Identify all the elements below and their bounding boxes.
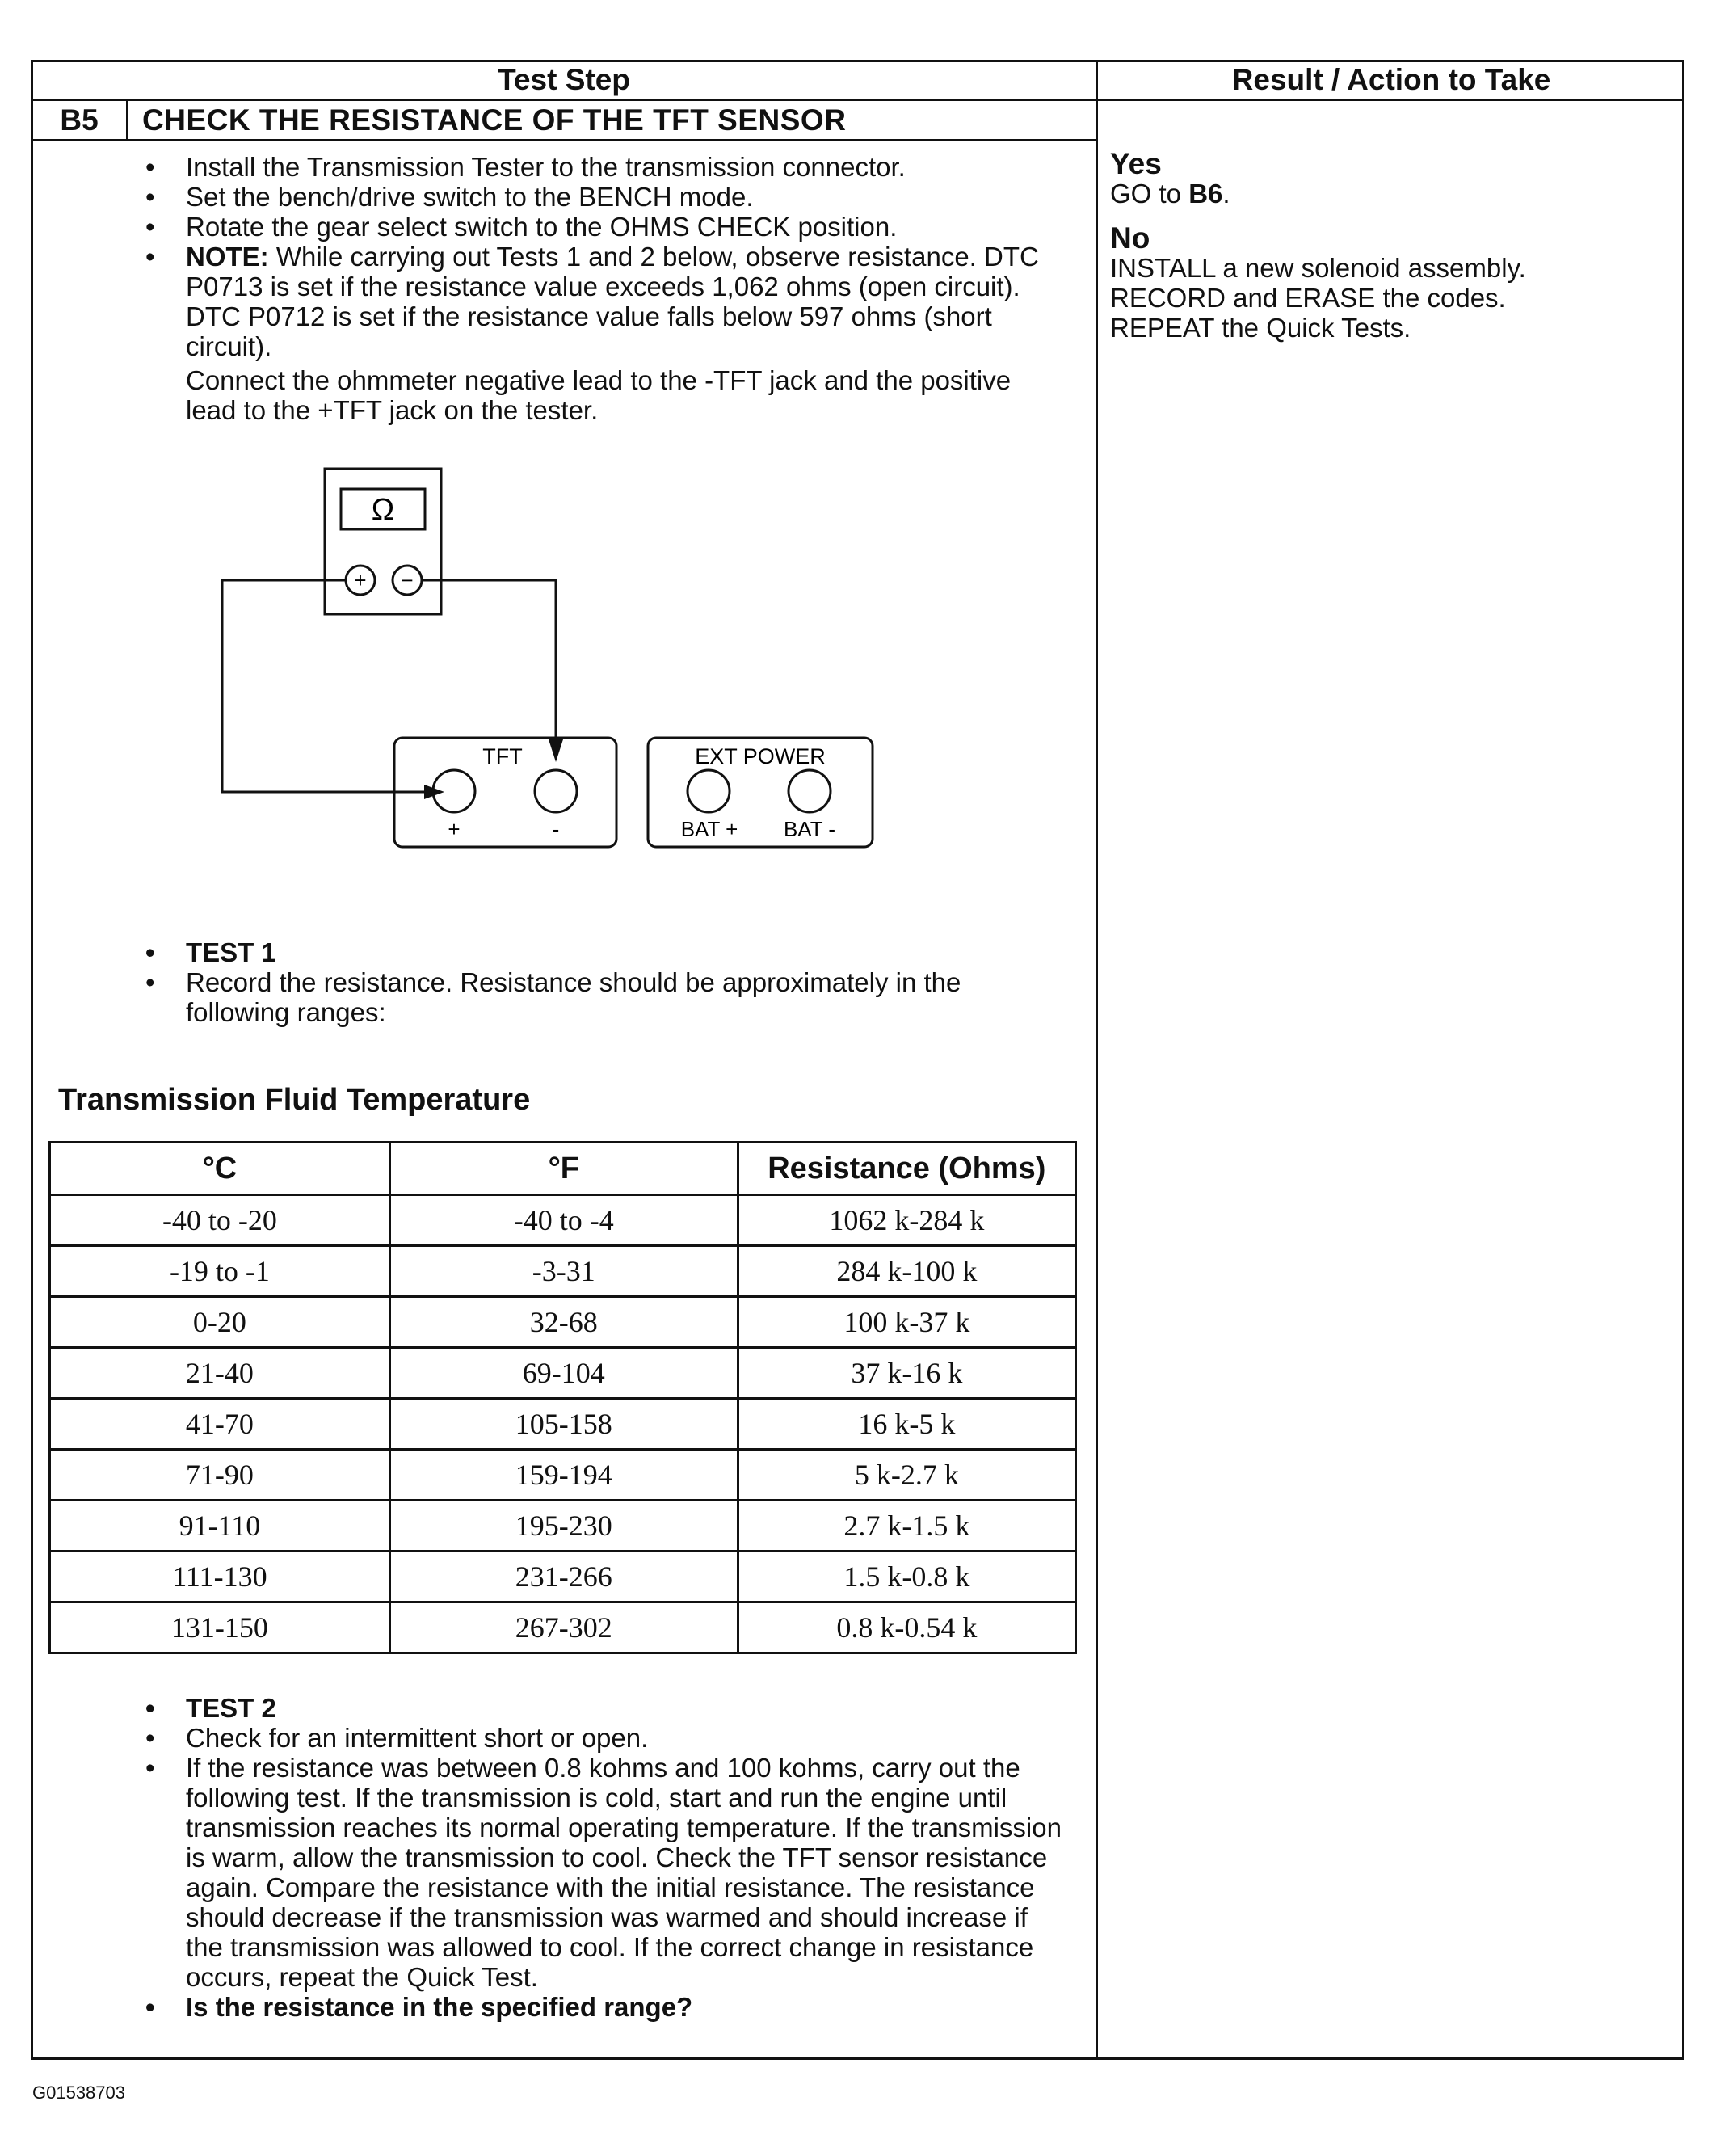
- celsius-cell: -19 to -1: [50, 1246, 390, 1297]
- fahrenheit-cell: -3-31: [389, 1246, 738, 1297]
- note-text: While carrying out Tests 1 and 2 below, observe resistance. DTC P0713 is set if the resistance value exceeds 1,062 ohms (open circuit). DTC P0712 is set if the resistance value falls below 597 ohms (short circuit).: [186, 242, 1039, 361]
- table-row: [50, 1246, 1076, 1297]
- table-title: Transmission Fluid Temperature: [58, 1083, 531, 1117]
- negative-lead-arrow: [549, 739, 563, 762]
- celsius-cell: 131-150: [50, 1602, 390, 1653]
- result-no: [1110, 223, 1526, 343]
- resistance-cell: 16 k-5 k: [738, 1399, 1075, 1450]
- instruction-item: • Rotate the gear select switch to the OHMS CHECK position.: [137, 212, 1075, 242]
- meter-negative-symbol: −: [401, 568, 414, 592]
- test2-item: • If the resistance was between 0.8 kohms and 100 kohms, carry out the following test. If the transmission is cold, start and run the engine until transmission reaches its normal operating temperature. If the transmission is warm, allow the transmission to cool. Check the TFT sensor resistance again. Compare the resistance with the initial resistance. The resistance should decrease if the transmission was warmed and should increase if the transmission was allowed to cool. If the correct change in resistance occurs, repeat the Quick Test.: [137, 1753, 1066, 1992]
- resistance-cell: 2.7 k-1.5 k: [738, 1501, 1075, 1552]
- ext-power-label: EXT POWER: [695, 744, 826, 768]
- fahrenheit-cell: 267-302: [389, 1602, 738, 1653]
- celsius-cell: 111-130: [50, 1552, 390, 1602]
- instruction-list: [137, 152, 1075, 361]
- fahrenheit-cell: -40 to -4: [389, 1195, 738, 1246]
- note-label: NOTE:: [186, 242, 269, 272]
- resistance-header: Resistance (Ohms): [738, 1143, 1075, 1195]
- bat-negative-jack: [789, 770, 831, 812]
- column-divider: [1096, 60, 1098, 2060]
- ohmmeter-wiring-diagram: [202, 465, 889, 869]
- result-action-header: Result / Action to Take: [1231, 63, 1551, 96]
- no-label: No: [1110, 221, 1150, 255]
- test1-list: [137, 937, 1058, 1027]
- celsius-header: °C: [50, 1143, 390, 1195]
- fahrenheit-cell: 32-68: [389, 1297, 738, 1348]
- celsius-cell: -40 to -20: [50, 1195, 390, 1246]
- table-row: [50, 1297, 1076, 1348]
- fahrenheit-cell: 105-158: [389, 1399, 738, 1450]
- test1-text: • Record the resistance. Resistance should be approximately in the following ranges:: [137, 967, 1058, 1027]
- figure-code: G01538703: [32, 2082, 125, 2103]
- connect-instruction: Connect the ohmmeter negative lead to the -TFT jack and the positive lead to the +TFT jack on the tester.: [186, 365, 1012, 425]
- step-code-divider: [126, 99, 128, 141]
- resistance-cell: 1.5 k-0.8 k: [738, 1552, 1075, 1602]
- test1-title: • TEST 1: [137, 937, 1058, 967]
- test2-question: • Is the resistance in the specified range?: [137, 1992, 1066, 2022]
- resistance-cell: 5 k-2.7 k: [738, 1450, 1075, 1501]
- tft-resistance-table: [48, 1141, 1077, 1654]
- fahrenheit-cell: 195-230: [389, 1501, 738, 1552]
- table-header-row: [50, 1143, 1076, 1195]
- test2-title: • TEST 2: [137, 1693, 1066, 1723]
- resistance-cell: 284 k-100 k: [738, 1246, 1075, 1297]
- no-action-line: RECORD and ERASE the codes.: [1110, 283, 1506, 313]
- resistance-cell: 1062 k-284 k: [738, 1195, 1075, 1246]
- yes-prefix: GO to: [1110, 179, 1189, 208]
- celsius-cell: 21-40: [50, 1348, 390, 1399]
- instruction-item: • Install the Transmission Tester to the transmission connector.: [137, 152, 1075, 182]
- table-row: [50, 1501, 1076, 1552]
- ohm-symbol: Ω: [371, 493, 395, 527]
- yes-suffix: .: [1222, 179, 1230, 208]
- yes-target-step: B6: [1188, 179, 1223, 208]
- table-row: [50, 1399, 1076, 1450]
- fahrenheit-cell: 69-104: [389, 1348, 738, 1399]
- bat-positive-jack: [688, 770, 730, 812]
- yes-label: Yes: [1110, 147, 1162, 180]
- meter-positive-symbol: +: [354, 568, 367, 592]
- resistance-cell: 37 k-16 k: [738, 1348, 1075, 1399]
- no-action-line: REPEAT the Quick Tests.: [1110, 313, 1411, 343]
- test2-item: • Check for an intermittent short or open.: [137, 1723, 1066, 1753]
- bat-positive-label: BAT +: [680, 817, 738, 841]
- bat-negative-label: BAT -: [783, 817, 836, 841]
- resistance-cell: 0.8 k-0.54 k: [738, 1602, 1075, 1653]
- step-title: CHECK THE RESISTANCE OF THE TFT SENSOR: [142, 103, 847, 137]
- fahrenheit-cell: 231-266: [389, 1552, 738, 1602]
- fahrenheit-cell: 159-194: [389, 1450, 738, 1501]
- ohmmeter-body: [325, 469, 441, 614]
- tft-positive-label: +: [448, 817, 461, 841]
- tft-negative-jack: [535, 770, 577, 812]
- result-yes: [1110, 149, 1230, 208]
- celsius-cell: 0-20: [50, 1297, 390, 1348]
- fahrenheit-header: °F: [389, 1143, 738, 1195]
- celsius-cell: 41-70: [50, 1399, 390, 1450]
- tft-label: TFT: [482, 744, 523, 768]
- table-row: [50, 1602, 1076, 1653]
- instruction-item: • Set the bench/drive switch to the BENCH mode.: [137, 182, 1075, 212]
- tft-negative-label: -: [552, 817, 560, 841]
- test2-list: [137, 1693, 1066, 2022]
- table-row: [50, 1552, 1076, 1602]
- table-row: [50, 1195, 1076, 1246]
- table-row: [50, 1348, 1076, 1399]
- celsius-cell: 91-110: [50, 1501, 390, 1552]
- test-step-header: Test Step: [498, 63, 630, 96]
- step-code: B5: [60, 103, 99, 137]
- table-row: [50, 1450, 1076, 1501]
- celsius-cell: 71-90: [50, 1450, 390, 1501]
- note-item: [137, 242, 1075, 361]
- no-action-line: INSTALL a new solenoid assembly.: [1110, 253, 1526, 283]
- yes-action: [1110, 179, 1230, 208]
- resistance-cell: 100 k-37 k: [738, 1297, 1075, 1348]
